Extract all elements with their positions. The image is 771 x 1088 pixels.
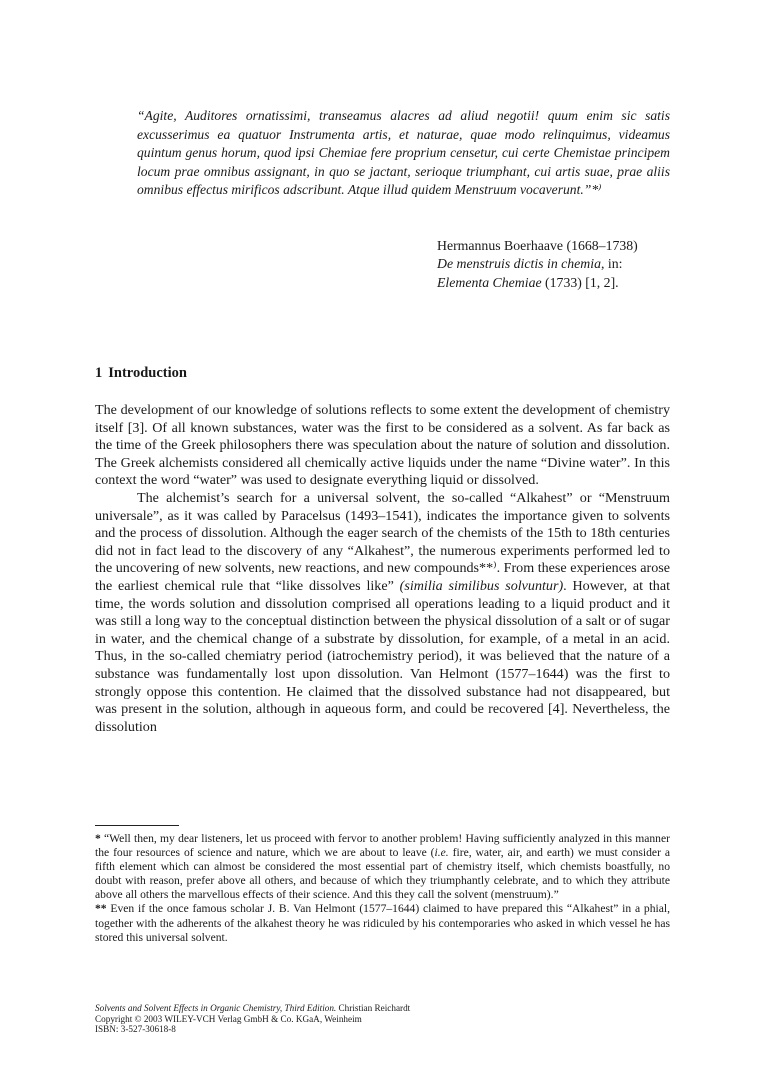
attribution-work-line1 bbox=[437, 255, 697, 273]
footnote-1-marker: * bbox=[95, 832, 101, 845]
footnote-1-part-a: “Well then, my dear listeners, let us proceed with fervor to another problem! Having sufficiently analyzed in this manner the four resources of science and nature, which we are about to leave ( bbox=[95, 832, 670, 860]
publication-credits bbox=[95, 1003, 670, 1035]
credits-book-title: Solvents and Solvent Effects in Organic Chemistry, Third Edition. bbox=[95, 1003, 337, 1013]
paragraph-1: The development of our knowledge of solutions reflects to some extent the development of chemistry itself [3]. Of all known substances, water was the first to be considered as a solvent. As far back as the time of the Greek philosophers there was speculation about the nature of solution and dissolution. The Greek alchemists considered all chemically active liquids under the name “Divine water”. In this context the word “water” was used to designate everything liquid or dissolved. bbox=[95, 402, 670, 489]
paragraph-2 bbox=[95, 490, 670, 736]
footnote-2-text: Even if the once famous scholar J. B. Van Helmont (1577–1644) claimed to have prepared this “Alkahest” in a phial, together with the adherents of the alkahest theory he was ridiculed by his contemporaries who asked in which vessel he has stored this universal solvent. bbox=[95, 902, 670, 944]
attribution-work-title: De menstruis dictis in chemia bbox=[437, 256, 602, 272]
section-heading bbox=[95, 365, 187, 382]
latin-phrase: (similia similibus solvuntur) bbox=[399, 577, 564, 594]
footnote-2 bbox=[95, 902, 670, 944]
section-number: 1 bbox=[95, 365, 103, 381]
paragraph-2-part-a: The alchemist’s search for a universal solvent, the so-called “Alkahest” or “Menstruum universale”, as it was called by Paracelsus (1493–1541), indicates the importance given to solvents and the process of dissolution. Although the eager search of the chemists of the 15th to 18th centuries did not in fact lead to the discovery of any “Alkahest”, the numerous experiments performed led to the uncovering of new solvents, new reactions, and new compounds**⁾. From these experiences arose the earliest chemical rule that “like dissolves like” bbox=[95, 489, 670, 594]
body-text bbox=[95, 402, 670, 736]
footnote-1-part-b: fire, water, air, and earth) we must consider a fifth element which can almost be considered the most essential part of chemistry itself, which chemists boastfully, no doubt with reason, prefer above all others, and because of which they triumphantly celebrate, and to which they attribute above all others the marvellous effects of their science. And this they call the solvent (menstruum).” bbox=[95, 846, 670, 902]
footnotes bbox=[95, 832, 670, 945]
footnote-1-italic: i.e. bbox=[434, 846, 449, 860]
credits-copyright: Copyright © 2003 WILEY-VCH Verlag GmbH & Co. KGaA, Weinheim bbox=[95, 1013, 362, 1024]
footnote-2-marker: ** bbox=[95, 902, 107, 916]
attribution-book-title: Elementa Chemiae bbox=[437, 274, 542, 290]
footnote-1 bbox=[95, 832, 670, 902]
credits-title-line bbox=[95, 1003, 670, 1014]
footnote-divider bbox=[95, 825, 179, 826]
attribution-work-line2 bbox=[437, 274, 697, 292]
epigraph-attribution bbox=[437, 237, 697, 292]
section-title: Introduction bbox=[108, 365, 187, 381]
epigraph-quote: “Agite, Auditores ornatissimi, transeamus alacres ad aliud negotii! quum enim sic satis excusserimus ea quatuor Instrumenta artis, et naturae, quae modo relinquimus, videamus quintum genus horum, quod ipsi Chemiae fere proprium censetur, cui certe Chemistae principem locum prae omnibus assignant, in quo se jactant, serioque triumphant, cui artis suae, prae aliis omnibus effectus mirificos adscribunt. Atque illud quidem Menstruum vocaverunt.”*⁾ bbox=[137, 108, 670, 198]
attribution-book-suffix: (1733) [1, 2]. bbox=[541, 274, 619, 290]
credits-isbn: ISBN: 3-527-30618-8 bbox=[95, 1024, 176, 1035]
credits-author: Christian Reichardt bbox=[336, 1003, 411, 1013]
paragraph-2-part-b: . However, at that time, the words solution and dissolution comprised all operations leading to a liquid product and it was still a long way to the conceptual distinction between the physical dissolution of a salt or of sugar in water, and the chemical change of a substrate by dissolution, for example, of a metal in an acid. Thus, in the so-called chemiatry period (iatrochemistry period), it was believed that the nature of a substance was fundamentally lost upon dissolution. Van Helmont (1577–1644) was the first to strongly oppose this contention. He claimed that the dissolved substance had not disappeared, but was present in the solution, although in aqueous form, and could be recovered [4]. Nevertheless, the dissolution bbox=[95, 577, 670, 735]
attribution-author: Hermannus Boerhaave (1668–1738) bbox=[437, 238, 638, 253]
attribution-work-suffix: , in: bbox=[601, 256, 623, 272]
